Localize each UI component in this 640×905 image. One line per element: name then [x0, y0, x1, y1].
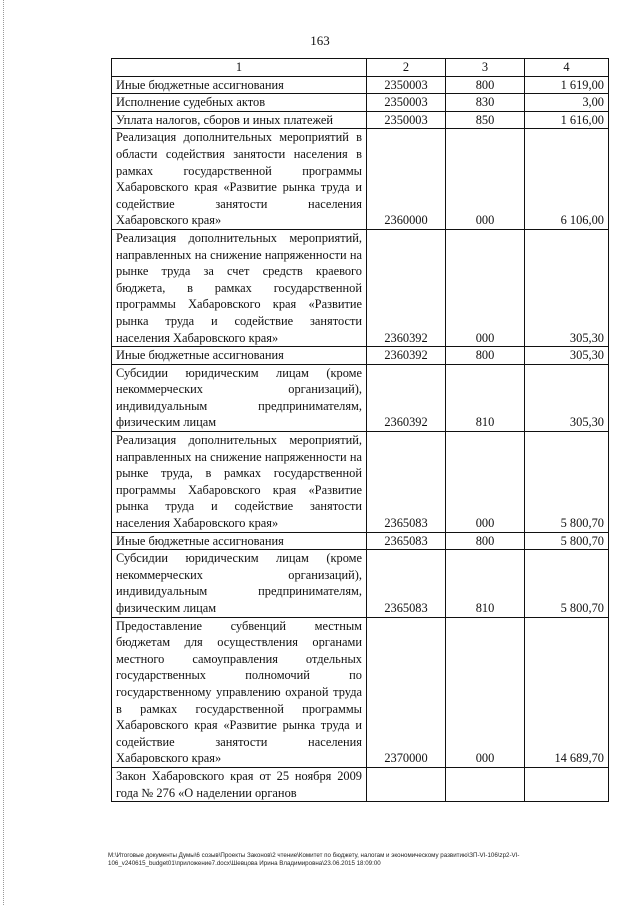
- column-header: 2: [367, 59, 446, 77]
- row-expense-type-cell: 800: [446, 347, 525, 365]
- row-target-article-cell: 2365083: [367, 532, 446, 550]
- row-name-cell: Субсидии юридическим лицам (кроме некоммерческих организаций), индивидуальным предпринимателям, физическим лицам: [112, 364, 367, 431]
- table-row: [112, 432, 609, 533]
- page-number: 163: [310, 33, 330, 48]
- row-amount-cell: 14 689,70: [525, 617, 609, 767]
- row-name-cell: Реализация дополнительных мероприятий, направленных на снижение напряженности на рынке труда за счет средств краевого бюджета, в рамках государственной программы Хабаровского края «Развитие рынка труда и содействие занятости населения Хабаровского края»: [112, 229, 367, 346]
- budget-table: [111, 58, 609, 802]
- row-target-article-cell: 2360000: [367, 129, 446, 230]
- table-row: [112, 129, 609, 230]
- row-amount-cell: 5 800,70: [525, 550, 609, 617]
- table-row: [112, 111, 609, 129]
- row-target-article-cell: 2365083: [367, 432, 446, 533]
- row-amount-cell: [525, 767, 609, 801]
- row-amount-cell: 305,30: [525, 347, 609, 365]
- column-header: 1: [112, 59, 367, 77]
- row-expense-type-cell: 000: [446, 432, 525, 533]
- row-expense-type-cell: 810: [446, 550, 525, 617]
- table-row: [112, 94, 609, 112]
- row-name-cell: Закон Хабаровского края от 25 ноября 2009 года № 276 «О наделении органов: [112, 767, 367, 801]
- row-name-cell: Субсидии юридическим лицам (кроме некоммерческих организаций), индивидуальным предпринимателям, физическим лицам: [112, 550, 367, 617]
- row-target-article-cell: 2360392: [367, 364, 446, 431]
- table-header-row: [112, 59, 609, 77]
- row-name-cell: Предоставление субвенций местным бюджетам для осуществления органами местного самоуправления отдельных государственных полномочий по государственному управлению охраной труда в рамках государственной программы Хабаровского края «Развитие рынка труда и содействие занятости населения Хабаровского края»: [112, 617, 367, 767]
- table-body: [112, 76, 609, 802]
- row-target-article-cell: 2350003: [367, 111, 446, 129]
- row-amount-cell: 305,30: [525, 364, 609, 431]
- table-row: [112, 767, 609, 801]
- row-expense-type-cell: 810: [446, 364, 525, 431]
- row-expense-type-cell: 800: [446, 76, 525, 94]
- row-target-article-cell: 2370000: [367, 617, 446, 767]
- row-name-cell: Иные бюджетные ассигнования: [112, 347, 367, 365]
- row-amount-cell: 1 616,00: [525, 111, 609, 129]
- column-header: 3: [446, 59, 525, 77]
- row-amount-cell: 5 800,70: [525, 532, 609, 550]
- row-expense-type-cell: 000: [446, 617, 525, 767]
- row-expense-type-cell: [446, 767, 525, 801]
- row-amount-cell: 5 800,70: [525, 432, 609, 533]
- row-name-cell: Уплата налогов, сборов и иных платежей: [112, 111, 367, 129]
- row-name-cell: Исполнение судебных актов: [112, 94, 367, 112]
- row-expense-type-cell: 830: [446, 94, 525, 112]
- row-amount-cell: 6 106,00: [525, 129, 609, 230]
- row-expense-type-cell: 000: [446, 229, 525, 346]
- row-target-article-cell: 2350003: [367, 94, 446, 112]
- row-name-cell: Иные бюджетные ассигнования: [112, 532, 367, 550]
- table-row: [112, 617, 609, 767]
- column-header: 4: [525, 59, 609, 77]
- row-amount-cell: 3,00: [525, 94, 609, 112]
- row-amount-cell: 305,30: [525, 229, 609, 346]
- table-row: [112, 76, 609, 94]
- binding-margin-line: [3, 0, 4, 905]
- row-target-article-cell: 2360392: [367, 229, 446, 346]
- row-target-article-cell: 2360392: [367, 347, 446, 365]
- row-expense-type-cell: 800: [446, 532, 525, 550]
- row-target-article-cell: [367, 767, 446, 801]
- row-target-article-cell: 2350003: [367, 76, 446, 94]
- row-name-cell: Иные бюджетные ассигнования: [112, 76, 367, 94]
- table-row: [112, 550, 609, 617]
- row-name-cell: Реализация дополнительных мероприятий в области содействия занятости населения в рамках государственной программы Хабаровского края «Развитие рынка труда и содействие занятости населения Хабаровского края»: [112, 129, 367, 230]
- row-expense-type-cell: 850: [446, 111, 525, 129]
- row-target-article-cell: 2365083: [367, 550, 446, 617]
- table-row: [112, 364, 609, 431]
- row-expense-type-cell: 000: [446, 129, 525, 230]
- row-amount-cell: 1 619,00: [525, 76, 609, 94]
- table-row: [112, 532, 609, 550]
- table-row: [112, 229, 609, 346]
- row-name-cell: Реализация дополнительных мероприятий, направленных на снижение напряженности на рынке труда, в рамках государственной программы Хабаровского края «Развитие рынка труда и содействие занятости населения Хабаровского края»: [112, 432, 367, 533]
- document-file-path: M:\Итоговые документы Думы\6 созыв\Проекты Законов\2 чтение\Комитет по бюджету, налогам и экономическому развитию\ЗП-VI-106\zp2-VI-106_v240615_budget01\приложение7.docx\Шевцова Ирина Владимировна\23.06.2015 18:09:00: [108, 852, 520, 867]
- table-row: [112, 347, 609, 365]
